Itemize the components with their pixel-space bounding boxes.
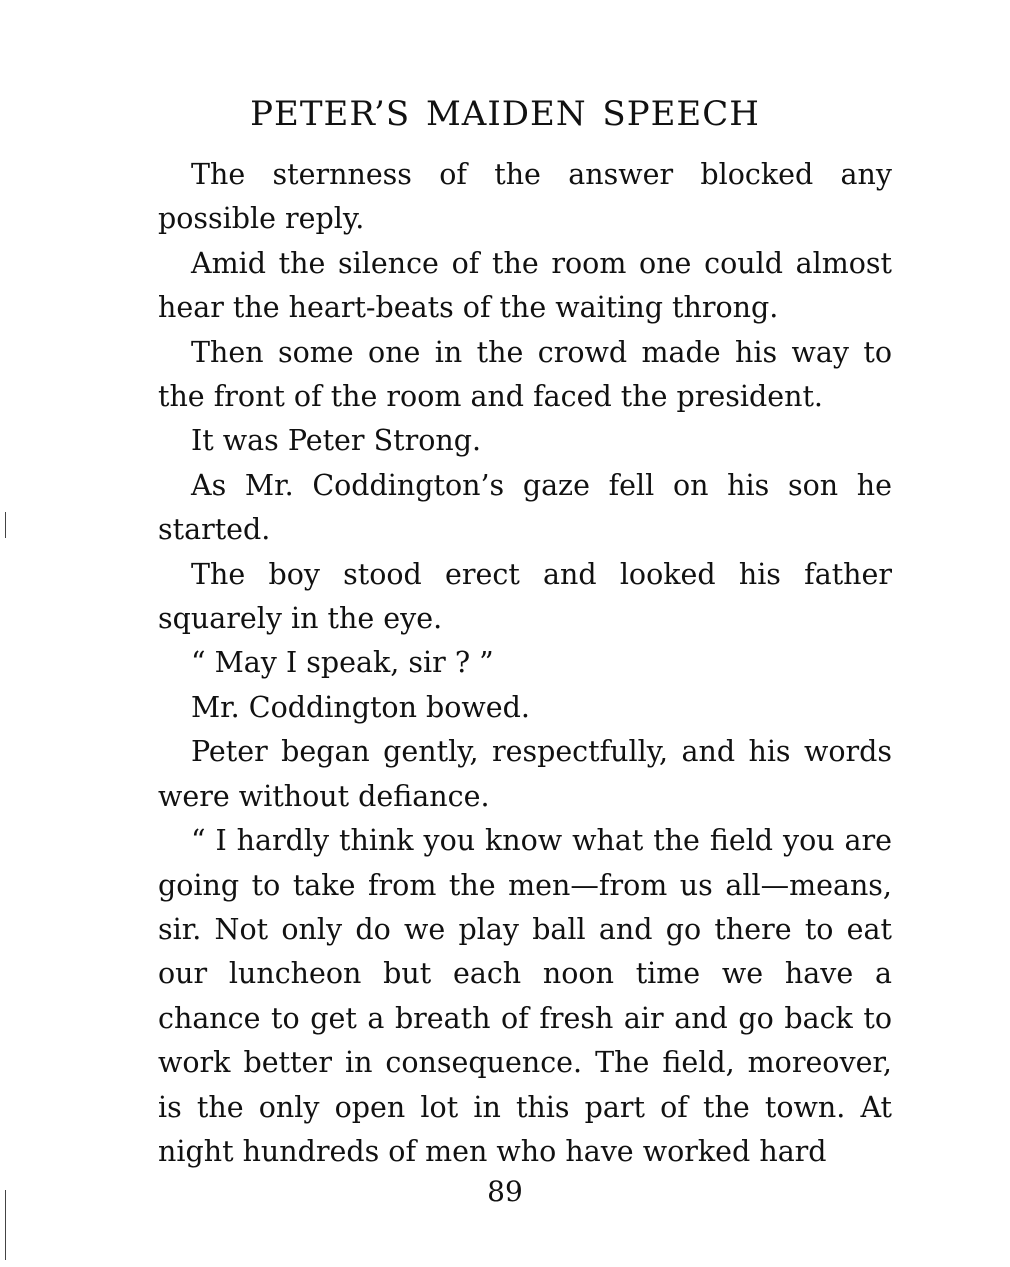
paragraph-crowd: Then some one in the crowd made his way to the front of the room and faced the president. <box>158 335 892 414</box>
paragraph-coddington-gaze: As Mr. Coddington’s gaze fell on his son he started. <box>158 468 892 547</box>
paragraph-boy-erect: The boy stood erect and looked his father squarely in the eye. <box>158 557 892 636</box>
paragraph-peter-strong: It was Peter Strong. <box>191 424 482 458</box>
body-text <box>158 153 892 1174</box>
scan-edge-mark <box>5 1190 6 1260</box>
scan-edge-mark <box>5 512 6 538</box>
paragraph-speech: “ I hardly think you know what the field you are going to take from the men—from us all—means, sir. Not only do we play ball and go there to eat our luncheon but each noon time we have a chance to get a breath of fresh air and go back to work better in consequence. The field, moreover, is the only open lot in this part of the town. At night hundreds of men who have worked hard <box>158 824 892 1168</box>
running-head: PETER’S MAIDEN SPEECH <box>250 94 760 134</box>
paragraph-may-i-speak: “ May I speak, sir ? ” <box>191 646 494 680</box>
paragraph-sternness: The sternness of the answer blocked any possible reply. <box>158 158 892 236</box>
page-number: 89 <box>487 1175 523 1208</box>
paragraph-peter-began: Peter began gently, respectfully, and his words were without defiance. <box>158 735 892 813</box>
paragraph-bowed: Mr. Coddington bowed. <box>191 690 530 724</box>
paragraph-silence: Amid the silence of the room one could almost hear the heart-beats of the waiting throng. <box>158 246 892 325</box>
